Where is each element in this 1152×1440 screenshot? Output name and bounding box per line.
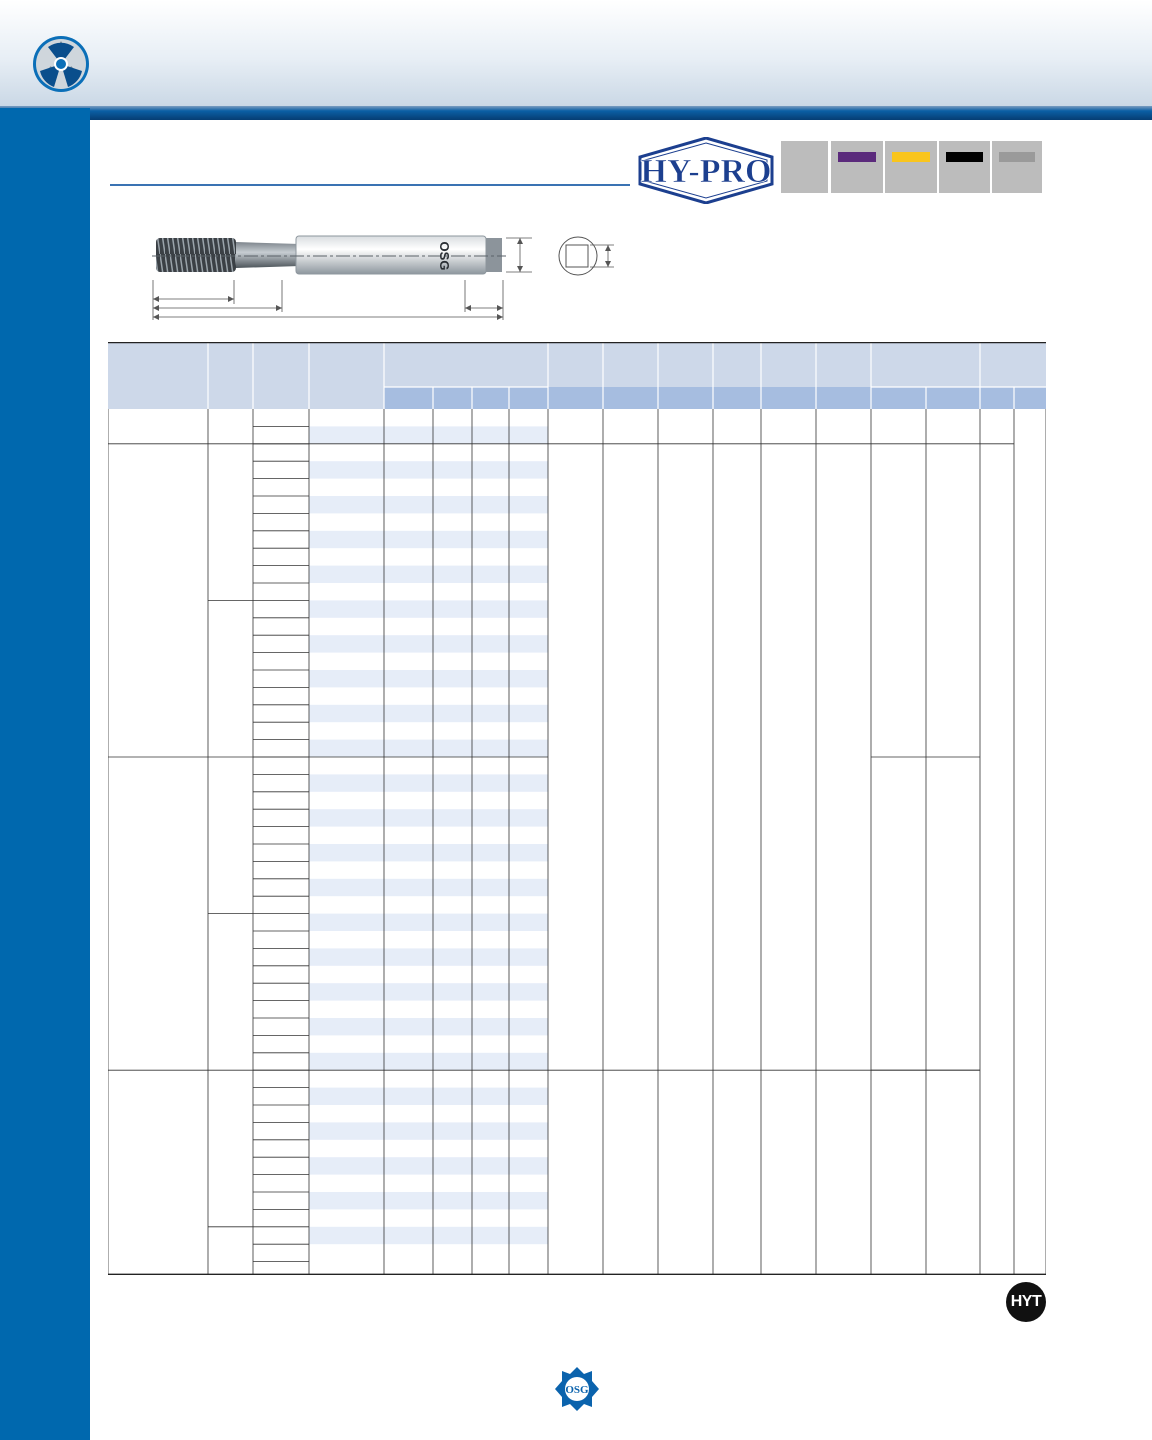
purple-bar [838,152,876,162]
black-bar [946,152,983,162]
table-row-stripe [309,740,548,757]
table-row-stripe [309,844,548,861]
table-row-stripe [309,914,548,931]
table-subheader [384,387,1046,409]
color-code-box-black [939,141,990,193]
thread-section [156,238,236,272]
table-row-stripe [309,496,548,513]
title-rule [110,184,630,186]
gear-thread-icon [32,35,90,93]
hyt-badge: HYT [1006,1282,1046,1322]
tap-tool-diagram [120,220,630,330]
hypro-logo-text: HY-PRO [640,153,772,190]
color-code-box-purple [831,141,883,193]
color-code-box [781,141,828,193]
square-drive [486,238,502,272]
left-sidebar-bar [0,108,90,1440]
table-row-stripe [309,774,548,791]
table-row-stripe [309,566,548,583]
header-band [0,0,1152,108]
table-row-stripe [309,809,548,826]
table-row-stripe [309,426,548,443]
table-row-stripe [309,670,548,687]
table-row-stripe [309,1053,548,1070]
table-row-stripe [309,600,548,617]
tap-neck [236,242,300,268]
table-row-stripe [309,948,548,965]
table-row-stripe [309,1192,548,1209]
table-row-stripe [309,983,548,1000]
shank-mark: OSG [437,241,452,271]
gray-bar [999,152,1035,162]
svg-text:OSG: OSG [565,1384,589,1396]
table-row-stripe [309,705,548,722]
table-row-stripe [309,1157,548,1174]
osg-logo-icon [554,1366,600,1412]
color-code-box-yellow [885,141,937,193]
tap-shank [296,236,486,274]
end-view-square [566,245,588,267]
yellow-bar [892,152,930,162]
header-stripe [0,106,1152,120]
color-code-box-gray [992,141,1042,193]
table-row-stripe [309,635,548,652]
table-row-stripe [309,461,548,478]
table-row-stripe [309,1227,548,1244]
table-row-stripe [309,879,548,896]
table-row-stripe [309,1018,548,1035]
spec-table [108,342,1046,1275]
table-row-stripe [309,1088,548,1105]
table-row-stripe [309,531,548,548]
hypro-logo [638,137,774,204]
table-row-stripe [309,1122,548,1139]
